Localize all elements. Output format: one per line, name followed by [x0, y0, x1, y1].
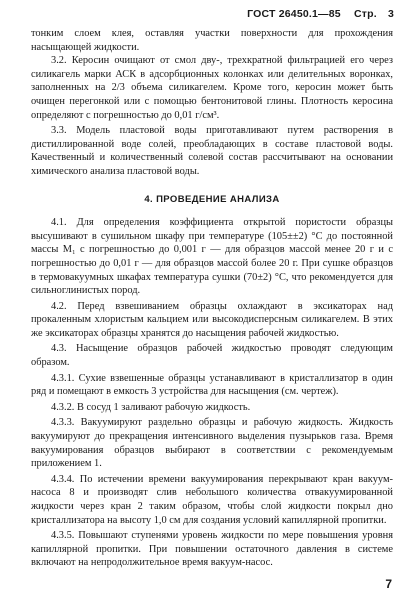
page-header [247, 8, 394, 20]
paragraph-4-3-4: 4.3.4. По истечении времени вакуумирования перекрывают кран вакуум-насоса 8 и производят слив небольшого количества отвакуумированной жидкости через кран 2 таким образом, чтобы слой жидкости покрыл дно кристаллизатора на высоту 1,0 см для создания условий капиллярной пропитки. [31, 473, 393, 526]
standard-designation: ГОСТ 26450.1—85 [247, 8, 341, 20]
paragraph-4-3-5: 4.3.5. Повышают ступенями уровень жидкости по мере повышения уровня капиллярной пропитки. При повышении остаточного давления в системе включают на непродолжительное время вакуум-насос. [31, 530, 393, 569]
paragraph-3-3: 3.3. Модель пластовой воды приготавливают путем растворения в дистиллированной воде солей, преобладающих в составе пластовой воды. Качественный и количественный солевой состав рассчитывают на основании химического анализа пластовой воды. [31, 125, 393, 177]
paragraph-3-2: 3.2. Керосин очищают от смол дву-, трехкратной фильтрацией его через силикагель марки АСК в адсорбционных колонках или делительных воронках, заполненных на 2/3 объема силикагелем. Кроме того, керосин может быть очищен перегонкой или с помощью бентонитовой глины. Плотность керосина определяют с погрешностью до 0,01 г/см³. [31, 55, 393, 121]
header-page-number: 3 [387, 8, 394, 20]
section-heading: 4. ПРОВЕДЕНИЕ АНАЛИЗА [144, 193, 280, 205]
footer-page-number: 7 [385, 577, 392, 591]
paragraph-4-2: 4.2. Перед взвешиванием образцы охлаждают в эксикаторах над прокаленным хлористым кальцием или высокодисперсным силикагелем. В этих же эксикаторах образцы хранятся до насыщения рабочей жидкостью. [31, 300, 393, 339]
paragraph-4-1: 4.1. Для определения коэффициента открытой пористости образцы высушивают в сушильном шкафу при температуре (105±±2) °C до постоянной массы M₁ с погрешностью до 0,001 г — для образцов массой менее 20 г и с погрешностью до 0,01 г — для образцов массой более 20 г. При сушке образцов в термовакуумных шкафах температура сушки (70±2) °C, что рекомендуется для сильноглинистых пород. [31, 217, 393, 297]
paragraph-4-3-3: 4.3.3. Вакуумируют раздельно образцы и рабочую жидкость. Жидкость вакуумируют до прекращения интенсивного выделения пузырьков газа. Время вакуумирования образцов выбирают в соответствии с рекомендуемым приложением 1. [31, 417, 393, 470]
paragraph-continuation: тонким слоем клея, оставляя участки поверхности для прохождения насыщающей жидкости. [31, 28, 393, 53]
paragraph-4-3-2: 4.3.2. В сосуд 1 заливают рабочую жидкость. [51, 401, 251, 413]
page-label: Стр. [353, 8, 377, 20]
document-body [31, 27, 393, 570]
paragraph-4-3: 4.3. Насыщение образцов рабочей жидкостью проводят следующим образом. [31, 343, 393, 369]
paragraph-4-3-1: 4.3.1. Сухие взвешенные образцы устанавливают в кристаллизатор в один ряд и помещают в емкость 3 устройства для насыщения (см. чертеж). [31, 372, 393, 398]
